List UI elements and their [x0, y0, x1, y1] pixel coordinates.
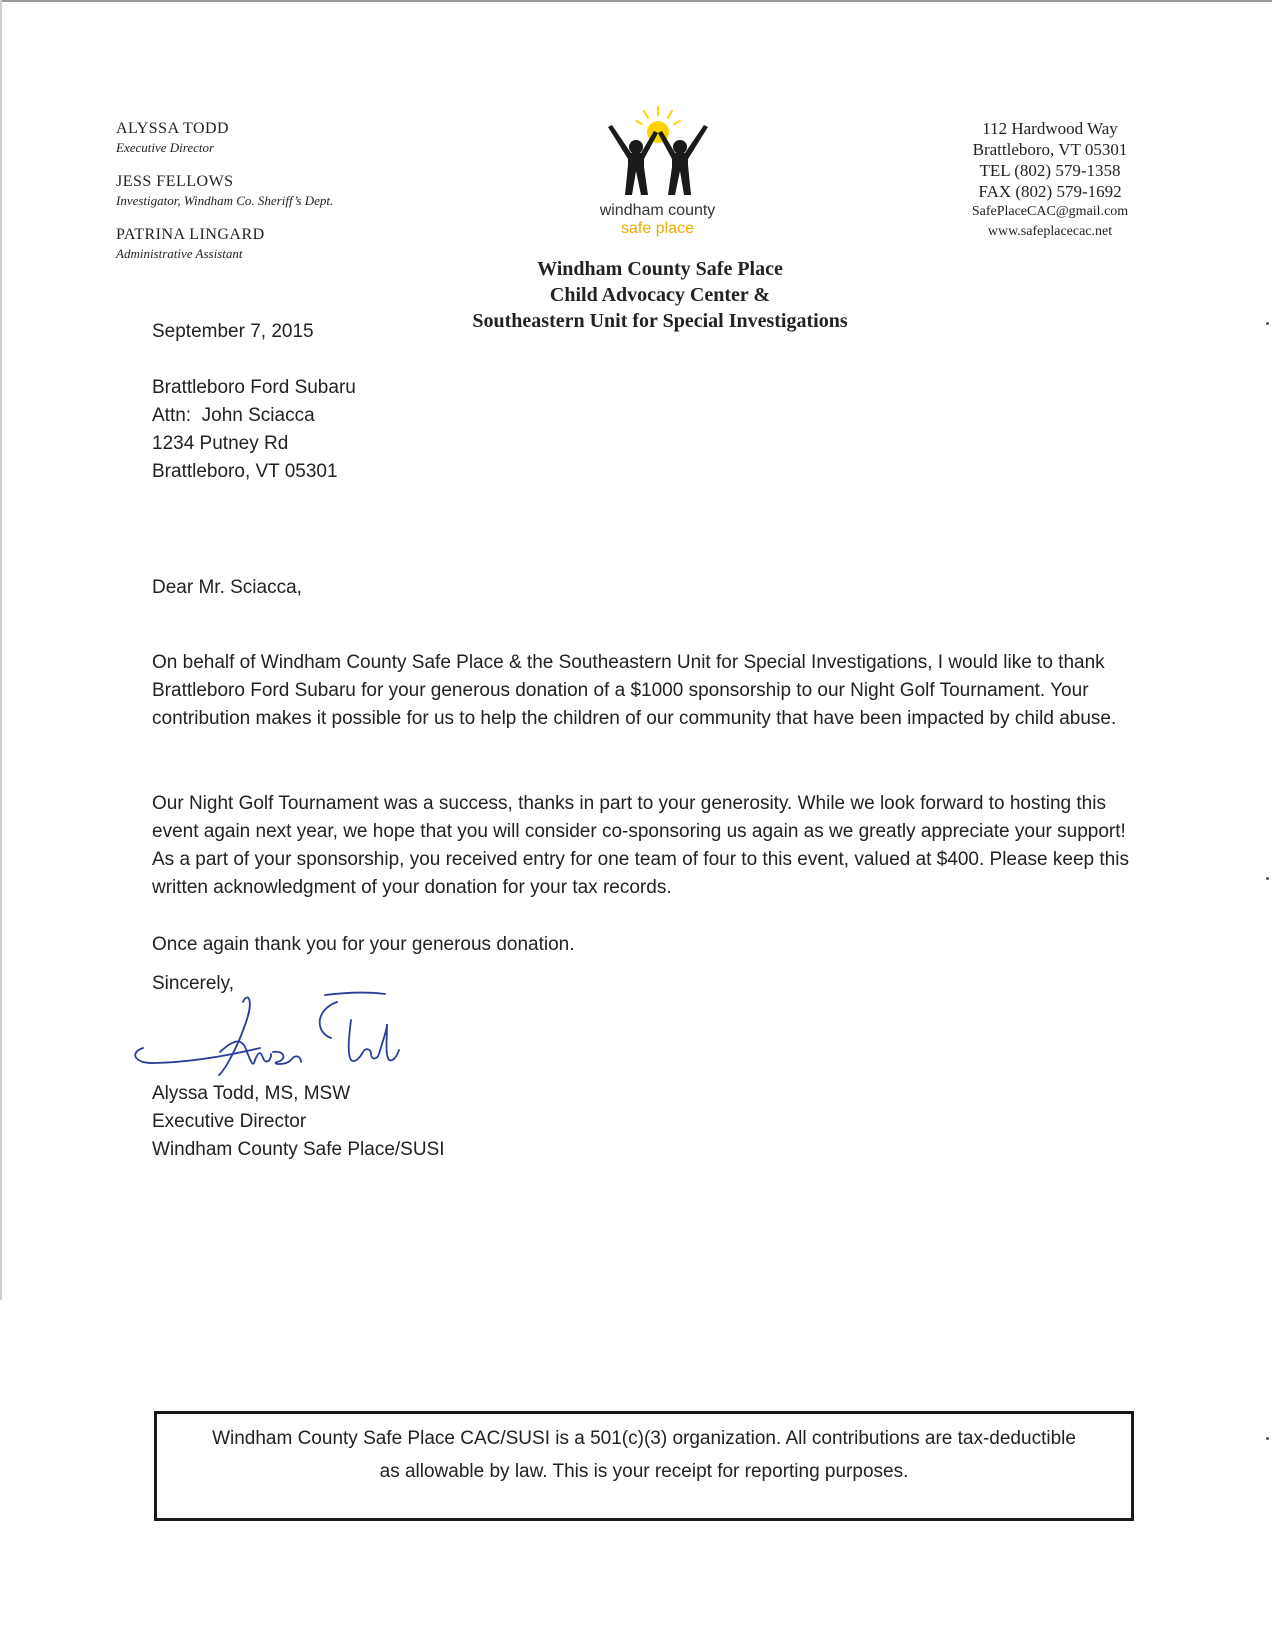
staff-role: Investigator, Windham Co. Sheriff’s Dept. [116, 193, 334, 208]
signer-name: Alyssa Todd, MS, MSW [152, 1083, 351, 1104]
address-line: Brattleboro, VT 05301 [152, 461, 338, 482]
signer-title: Executive Director [152, 1111, 307, 1132]
body-paragraph: Our Night Golf Tournament was a success, thanks in part to your generosity. While we look forward to hosting this event again next year, we hope that you will consider co-sponsoring us again as we greatly appreciate your support! As a part of your sponsorship, you received entry for one team of four to this event, valued at $400. Please keep this written acknowledgment of your donation for your tax records. [152, 793, 1129, 898]
letter-date: September 7, 2015 [152, 321, 314, 342]
org-title-line: Child Advocacy Center & [549, 284, 771, 306]
signer-organization: Windham County Safe Place/SUSI [152, 1139, 445, 1160]
staff-role: Executive Director [116, 140, 215, 155]
scan-speck [1266, 322, 1269, 325]
logo-text-windham: windham county [599, 202, 716, 219]
body-paragraph: Once again thank you for your generous donation. [152, 934, 575, 955]
contact-fax: FAX (802) 579-1692 [978, 182, 1122, 201]
contact-tel: TEL (802) 579-1358 [979, 161, 1121, 180]
org-title-line: Southeastern Unit for Special Investigations [472, 310, 848, 332]
contact-street: 112 Hardwood Way [982, 119, 1118, 138]
contact-email: SafePlaceCAC@gmail.com [971, 204, 1129, 219]
footer-line: Windham County Safe Place CAC/SUSI is a 501(c)(3) organization. All contributions are tax-deductible [212, 1428, 1076, 1449]
contact-city: Brattleboro, VT 05301 [972, 140, 1128, 159]
staff-name: JESS FELLOWS [116, 173, 234, 190]
address-line: Brattleboro Ford Subaru [152, 377, 356, 398]
address-line: Attn: John Sciacca [152, 405, 315, 426]
staff-name: ALYSSA TODD [116, 120, 230, 137]
handwritten-signature [125, 990, 425, 1080]
staff-list [116, 119, 396, 278]
staff-role: Administrative Assistant [116, 246, 243, 261]
recipient-address [152, 374, 1132, 486]
organization-logo [575, 105, 740, 240]
footer-line: as allowable by law. This is your receipt for reporting purposes. [379, 1461, 909, 1482]
contact-info [935, 118, 1165, 242]
org-title-line: Windham County Safe Place [537, 258, 783, 280]
tax-receipt-notice [154, 1411, 1134, 1521]
scan-speck [1266, 1437, 1269, 1440]
scan-edge-left [0, 0, 2, 1300]
scan-edge-top [0, 0, 1272, 2]
staff-entry [116, 119, 396, 156]
closing: Sincerely, [152, 973, 235, 994]
staff-name: PATRINA LINGARD [116, 226, 265, 243]
salutation: Dear Mr. Sciacca, [152, 577, 302, 598]
staff-entry [116, 225, 396, 262]
scan-speck [1266, 877, 1269, 880]
address-line: 1234 Putney Rd [152, 433, 289, 454]
logo-text-safe-place: safe place [621, 220, 694, 237]
body-paragraph: On behalf of Windham County Safe Place & the Southeastern Unit for Special Investigations, I would like to thank Brattleboro Ford Subaru for your generous donation of a $1000 sponsorship to our Night Golf Tournament. Your contribution makes it possible for us to help the children of our community that have been impacted by child abuse. [152, 652, 1117, 729]
contact-website: www.safeplacecac.net [987, 224, 1113, 239]
logo-figures-icon [598, 105, 718, 200]
signature-block [152, 1080, 1132, 1164]
staff-entry [116, 172, 356, 209]
